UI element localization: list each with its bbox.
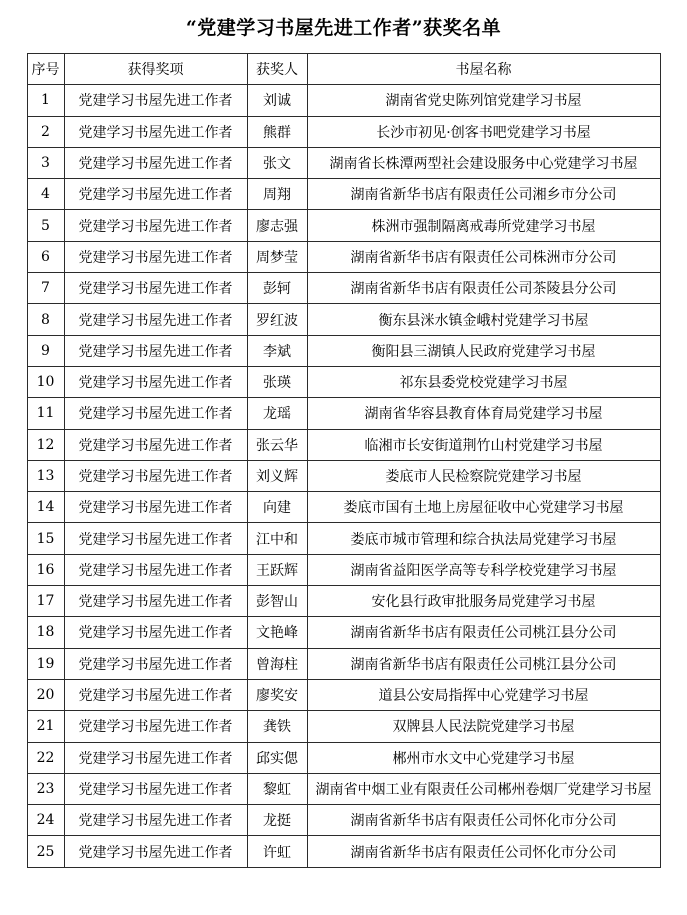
bookhouse-cell: 湖南省长株潭两型社会建设服务中心党建学习书屋 <box>307 147 660 178</box>
award-cell: 党建学习书屋先进工作者 <box>64 648 247 679</box>
award-cell: 党建学习书屋先进工作者 <box>64 836 247 867</box>
winner-cell: 江中和 <box>247 523 307 554</box>
bookhouse-cell: 祁东县委党校党建学习书屋 <box>307 366 660 397</box>
serial-number-cell: 25 <box>27 836 64 867</box>
award-cell: 党建学习书屋先进工作者 <box>64 398 247 429</box>
serial-number-cell: 7 <box>27 273 64 304</box>
winner-cell: 龙瑶 <box>247 398 307 429</box>
bookhouse-cell: 长沙市初见·创客书吧党建学习书屋 <box>307 116 660 147</box>
table-row <box>27 836 660 867</box>
serial-number-cell: 16 <box>27 554 64 585</box>
serial-number-cell: 22 <box>27 742 64 773</box>
winner-cell: 龙挺 <box>247 805 307 836</box>
award-cell: 党建学习书屋先进工作者 <box>64 617 247 648</box>
winner-cell: 周梦莹 <box>247 241 307 272</box>
serial-number-cell: 24 <box>27 805 64 836</box>
serial-number-cell: 6 <box>27 241 64 272</box>
table-row <box>27 398 660 429</box>
serial-number-cell: 17 <box>27 586 64 617</box>
table-row <box>27 366 660 397</box>
table-row <box>27 210 660 241</box>
winner-cell: 彭智山 <box>247 586 307 617</box>
bookhouse-cell: 湖南省党史陈列馆党建学习书屋 <box>307 85 660 116</box>
table-row <box>27 460 660 491</box>
award-cell: 党建学习书屋先进工作者 <box>64 711 247 742</box>
award-cell: 党建学习书屋先进工作者 <box>64 429 247 460</box>
serial-number-cell: 21 <box>27 711 64 742</box>
table-row <box>27 116 660 147</box>
table-row <box>27 523 660 554</box>
serial-number-cell: 1 <box>27 85 64 116</box>
bookhouse-cell: 衡东县洣水镇金峨村党建学习书屋 <box>307 304 660 335</box>
table-row <box>27 335 660 366</box>
table-row <box>27 679 660 710</box>
award-cell: 党建学习书屋先进工作者 <box>64 304 247 335</box>
serial-number-cell: 8 <box>27 304 64 335</box>
bookhouse-cell: 道县公安局指挥中心党建学习书屋 <box>307 679 660 710</box>
serial-number-cell: 12 <box>27 429 64 460</box>
serial-number-cell: 13 <box>27 460 64 491</box>
winner-cell: 龚铁 <box>247 711 307 742</box>
award-cell: 党建学习书屋先进工作者 <box>64 460 247 491</box>
winner-cell: 张文 <box>247 147 307 178</box>
serial-number-cell: 15 <box>27 523 64 554</box>
winner-cell: 许虹 <box>247 836 307 867</box>
bookhouse-cell: 湖南省新华书店有限责任公司桃江县分公司 <box>307 617 660 648</box>
winner-cell: 廖志强 <box>247 210 307 241</box>
table-row <box>27 179 660 210</box>
bookhouse-cell: 衡阳县三湖镇人民政府党建学习书屋 <box>307 335 660 366</box>
table-row <box>27 805 660 836</box>
award-cell: 党建学习书屋先进工作者 <box>64 85 247 116</box>
award-cell: 党建学习书屋先进工作者 <box>64 523 247 554</box>
winner-cell: 周翔 <box>247 179 307 210</box>
winner-cell: 向建 <box>247 492 307 523</box>
bookhouse-cell: 临湘市长安街道荆竹山村党建学习书屋 <box>307 429 660 460</box>
bookhouse-cell: 湖南省新华书店有限责任公司茶陵县分公司 <box>307 273 660 304</box>
table-row <box>27 492 660 523</box>
bookhouse-cell: 娄底市城市管理和综合执法局党建学习书屋 <box>307 523 660 554</box>
table-row <box>27 273 660 304</box>
winner-cell: 刘诚 <box>247 85 307 116</box>
table-row <box>27 554 660 585</box>
award-cell: 党建学习书屋先进工作者 <box>64 679 247 710</box>
serial-number-cell: 11 <box>27 398 64 429</box>
winner-cell: 廖奖安 <box>247 679 307 710</box>
table-body <box>27 85 660 867</box>
award-cell: 党建学习书屋先进工作者 <box>64 805 247 836</box>
table-row <box>27 648 660 679</box>
serial-number-cell: 3 <box>27 147 64 178</box>
header-winner: 获奖人 <box>247 54 307 85</box>
award-cell: 党建学习书屋先进工作者 <box>64 273 247 304</box>
table-row <box>27 429 660 460</box>
bookhouse-cell: 湖南省新华书店有限责任公司桃江县分公司 <box>307 648 660 679</box>
serial-number-cell: 14 <box>27 492 64 523</box>
table-row <box>27 85 660 116</box>
winner-cell: 李斌 <box>247 335 307 366</box>
award-cell: 党建学习书屋先进工作者 <box>64 335 247 366</box>
winner-cell: 张云华 <box>247 429 307 460</box>
serial-number-cell: 18 <box>27 617 64 648</box>
winner-cell: 刘义辉 <box>247 460 307 491</box>
award-cell: 党建学习书屋先进工作者 <box>64 179 247 210</box>
award-cell: 党建学习书屋先进工作者 <box>64 773 247 804</box>
winner-cell: 文艳峰 <box>247 617 307 648</box>
winner-cell: 彭轲 <box>247 273 307 304</box>
award-cell: 党建学习书屋先进工作者 <box>64 147 247 178</box>
serial-number-cell: 4 <box>27 179 64 210</box>
winner-cell: 熊群 <box>247 116 307 147</box>
serial-number-cell: 2 <box>27 116 64 147</box>
bookhouse-cell: 娄底市人民检察院党建学习书屋 <box>307 460 660 491</box>
serial-number-cell: 5 <box>27 210 64 241</box>
bookhouse-cell: 安化县行政审批服务局党建学习书屋 <box>307 586 660 617</box>
bookhouse-cell: 湖南省华容县教育体育局党建学习书屋 <box>307 398 660 429</box>
table-row <box>27 304 660 335</box>
table-header <box>27 54 660 85</box>
serial-number-cell: 19 <box>27 648 64 679</box>
bookhouse-cell: 湖南省中烟工业有限责任公司郴州卷烟厂党建学习书屋 <box>307 773 660 804</box>
header-row <box>27 54 660 85</box>
table-row <box>27 586 660 617</box>
award-cell: 党建学习书屋先进工作者 <box>64 586 247 617</box>
bookhouse-cell: 湖南省新华书店有限责任公司怀化市分公司 <box>307 836 660 867</box>
winner-cell: 邱实偲 <box>247 742 307 773</box>
table-row <box>27 773 660 804</box>
bookhouse-cell: 湖南省新华书店有限责任公司怀化市分公司 <box>307 805 660 836</box>
table-row <box>27 742 660 773</box>
bookhouse-cell: 郴州市水文中心党建学习书屋 <box>307 742 660 773</box>
bookhouse-cell: 株洲市强制隔离戒毒所党建学习书屋 <box>307 210 660 241</box>
award-cell: 党建学习书屋先进工作者 <box>64 116 247 147</box>
award-table <box>27 53 661 868</box>
header-bookhouse: 书屋名称 <box>307 54 660 85</box>
award-cell: 党建学习书屋先进工作者 <box>64 554 247 585</box>
award-cell: 党建学习书屋先进工作者 <box>64 210 247 241</box>
header-award: 获得奖项 <box>64 54 247 85</box>
bookhouse-cell: 娄底市国有土地上房屋征收中心党建学习书屋 <box>307 492 660 523</box>
bookhouse-cell: 双牌县人民法院党建学习书屋 <box>307 711 660 742</box>
bookhouse-cell: 湖南省益阳医学高等专科学校党建学习书屋 <box>307 554 660 585</box>
table-row <box>27 241 660 272</box>
award-cell: 党建学习书屋先进工作者 <box>64 366 247 397</box>
table-row <box>27 711 660 742</box>
winner-cell: 张瑛 <box>247 366 307 397</box>
winner-cell: 曾海柱 <box>247 648 307 679</box>
award-cell: 党建学习书屋先进工作者 <box>64 492 247 523</box>
winner-cell: 黎虹 <box>247 773 307 804</box>
winner-cell: 王跃辉 <box>247 554 307 585</box>
serial-number-cell: 9 <box>27 335 64 366</box>
serial-number-cell: 23 <box>27 773 64 804</box>
table-row <box>27 617 660 648</box>
award-cell: 党建学习书屋先进工作者 <box>64 742 247 773</box>
page-title: “党建学习书屋先进工作者”获奖名单 <box>185 17 502 39</box>
serial-number-cell: 10 <box>27 366 64 397</box>
serial-number-cell: 20 <box>27 679 64 710</box>
table-row <box>27 147 660 178</box>
header-serial-number: 序号 <box>27 54 64 85</box>
bookhouse-cell: 湖南省新华书店有限责任公司湘乡市分公司 <box>307 179 660 210</box>
award-cell: 党建学习书屋先进工作者 <box>64 241 247 272</box>
winner-cell: 罗红波 <box>247 304 307 335</box>
bookhouse-cell: 湖南省新华书店有限责任公司株洲市分公司 <box>307 241 660 272</box>
